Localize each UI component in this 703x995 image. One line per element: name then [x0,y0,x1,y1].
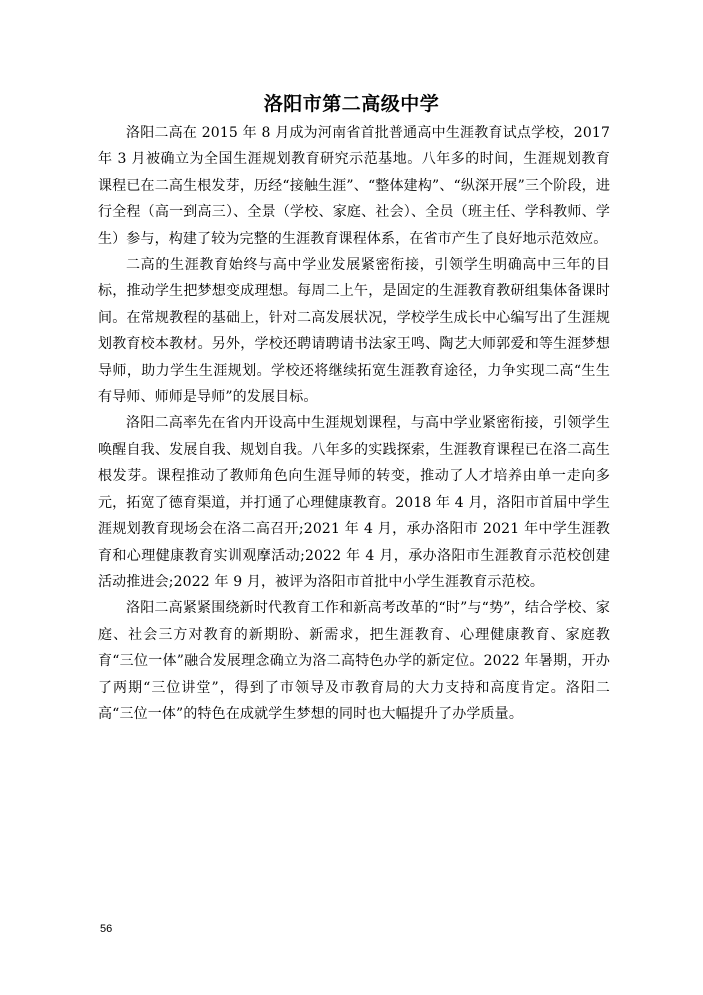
article-body [98,120,610,727]
paragraph-2: 二高的生涯教育始终与高中学业发展紧密衔接，引领学生明确高中三年的目标，推动学生把梦想变成理想。每周二上午，是固定的生涯教育教研组集体备课时间。在常规教程的基础上，针对二高发展状况，学校学生成长中心编写出了生涯规划教育校本教材。另外，学校还聘请聘请书法家王鸣、陶艺大师郭爱和等生涯梦想导师，助力学生生涯规划。学校还将继续拓宽生涯教育途径，力争实现二高“生生有导师、师师是导师”的发展目标。 [98,257,610,406]
page-title: 洛阳市第二高级中学 [263,93,440,115]
page-number: 56 [100,923,113,935]
paragraph-3: 洛阳二高率先在省内开设高中生涯规划课程，与高中学业紧密衔接，引领学生唤醒自我、发展自我、规划自我。八年多的实践探索，生涯教育课程已在洛二高生根发芽。课程推动了教师角色向生涯导师的转变，推动了人才培养由单一走向多元，拓宽了德育渠道，并打通了心理健康教育。2018 年 4 月，洛阳市首届中学生涯规划教育现场会在洛二高召开;2021 年 4 月，承办洛阳市 2021 年中学生涯教育和心理健康教育实训观摩活动;2022 年 4 月，承办洛阳市生涯教育示范校创建活动推进会;2022 年 9 月，被评为洛阳市首批中小学生涯教育示范校。 [98,415,610,590]
paragraph-1: 洛阳二高在 2015 年 8 月成为河南省首批普通高中生涯教育试点学校，2017 年 3 月被确立为全国生涯规划教育研究示范基地。八年多的时间，生涯规划教育课程已在二高生根发芽，历经“接触生涯”、“整体建构”、“纵深开展”三个阶段，进行全程（高一到高三）、全景（学校、家庭、社会）、全员（班主任、学科教师、学生）参与，构建了较为完整的生涯教育课程体系，在省市产生了良好地示范效应。 [98,125,610,247]
paragraph-4: 洛阳二高紧紧围绕新时代教育工作和新高考改革的“时”与“势”，结合学校、家庭、社会三方对教育的新期盼、新需求，把生涯教育、心理健康教育、家庭教育“三位一体”融合发展理念确立为洛二高特色办学的新定位。2022 年暑期，开办了两期“三位讲堂”，得到了市领导及市教育局的大力支持和高度肯定。洛阳二高“三位一体”的特色在成就学生梦想的同时也大幅提升了办学质量。 [98,600,610,722]
